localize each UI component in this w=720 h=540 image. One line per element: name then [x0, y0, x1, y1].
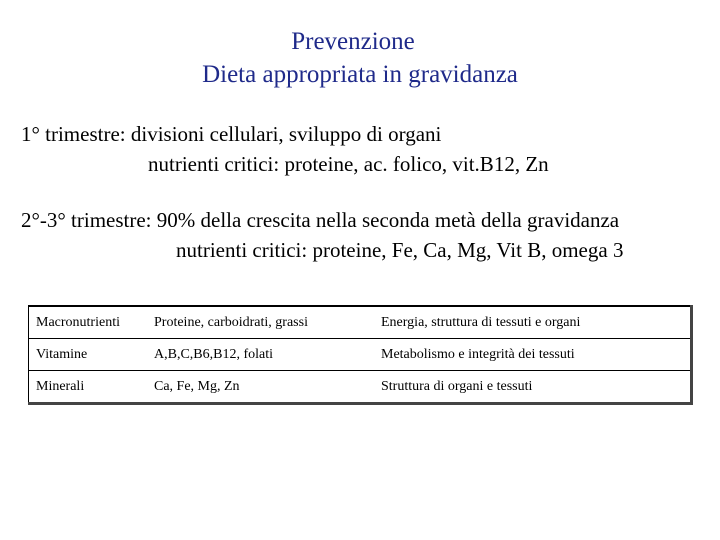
- first-trimester-nutrients: nutrienti critici: proteine, ac. folico, vit.B12, Zn: [148, 152, 549, 176]
- first-trimester-line: 1° trimestre: divisioni cellulari, sviluppo di organi: [21, 122, 442, 146]
- table-cell: Ca, Fe, Mg, Zn: [154, 378, 240, 394]
- table-cell: Struttura di organi e tessuti: [381, 378, 533, 394]
- table-cell: Macronutrienti: [29, 306, 148, 339]
- table-cell: Energia, struttura di tessuti e organi: [374, 306, 692, 339]
- slide-subtitle: Dieta appropriata in gravidanza: [202, 61, 518, 88]
- table-cell: Vitamine: [29, 339, 148, 371]
- second-third-trimester-line: 2°-3° trimestre: 90% della crescita nella seconda metà della gravidanza: [21, 208, 620, 232]
- slide-title: Prevenzione: [291, 28, 415, 55]
- nutrients-table: [28, 305, 693, 405]
- table-row: [29, 371, 692, 404]
- table-row: [29, 306, 692, 339]
- second-third-trimester-nutrients: nutrienti critici: proteine, Fe, Ca, Mg, Vit B, omega 3: [176, 238, 624, 262]
- table-cell: Metabolismo e integrità dei tessuti: [374, 339, 692, 371]
- table-cell: Proteine, carboidrati, grassi: [147, 306, 374, 339]
- table-row: [29, 339, 692, 371]
- table-cell: Minerali: [36, 378, 85, 394]
- table-cell: A,B,C,B6,B12, folati: [147, 339, 374, 371]
